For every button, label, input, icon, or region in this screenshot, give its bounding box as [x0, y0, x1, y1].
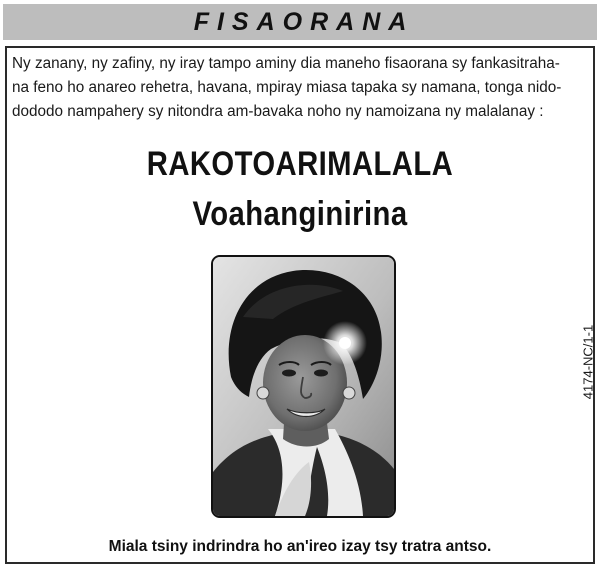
header-title: FISAORANA	[193, 7, 415, 36]
portrait-photo	[211, 255, 396, 518]
deceased-given-name: Voahanginirina	[192, 195, 408, 233]
intro-line-1: Ny zanany, ny zafiny, ny iray tampo aminy dia maneho fisaorana sy fankasitraha-	[12, 55, 560, 72]
intro-line-2: na feno ho anareo rehetra, havana, mpiray miasa tapaka sy namana, tonga nido-	[12, 79, 562, 96]
closing-line: Miala tsiny indrindra ho an'ireo izay tsy tratra antso.	[108, 538, 492, 555]
intro-paragraph	[12, 52, 590, 124]
header-band	[3, 2, 597, 42]
portrait-photo-image	[213, 257, 394, 516]
reference-code-text: 4174-NC/1-1	[580, 324, 596, 400]
deceased-surname: RAKOTOARIMALALA	[146, 145, 454, 183]
intro-line-3: dododo nampahery sy nitondra am-bavaka noho ny namoizana ny malalanay :	[12, 103, 544, 120]
